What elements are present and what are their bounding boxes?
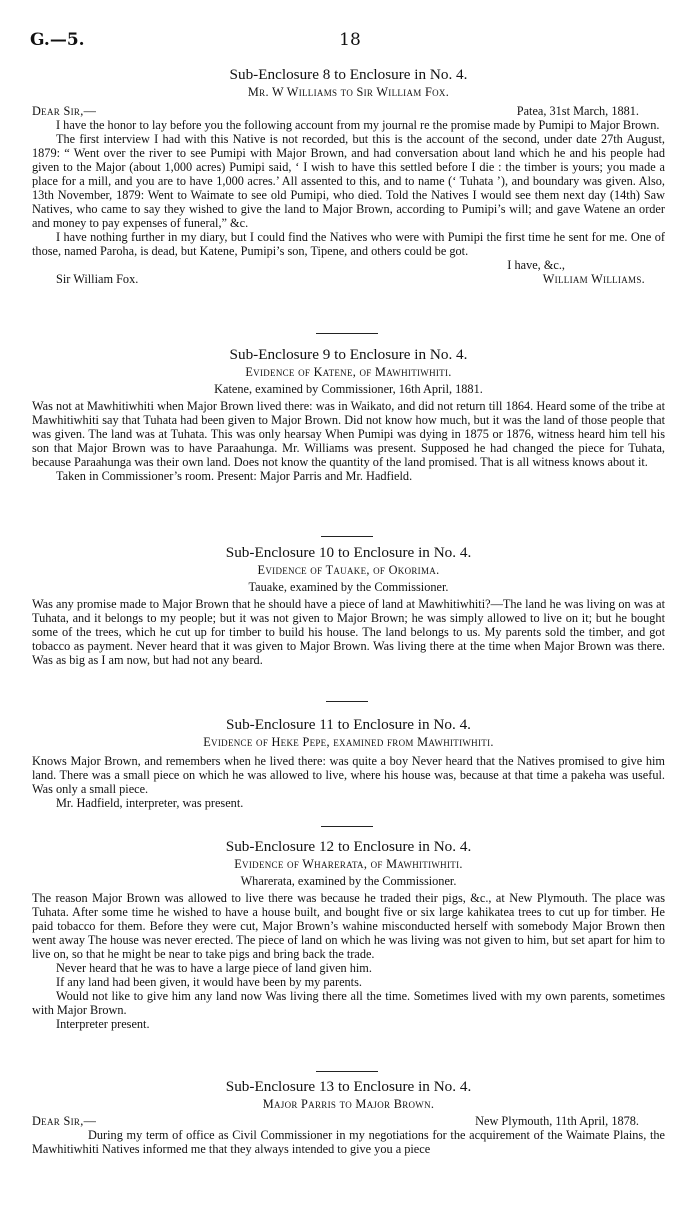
section-subtitle: Evidence of Heke Pepe, examined from Mawhitiwhiti.: [203, 735, 494, 749]
section-title: Sub-Enclosure 10 to Enclosure in No. 4.: [225, 544, 472, 561]
signature-row: [32, 272, 665, 286]
document-reference: G.—5.: [30, 30, 85, 50]
section-title: Sub-Enclosure 11 to Enclosure in No. 4.: [226, 716, 471, 733]
paragraph: The reason Major Brown was allowed to live there was because he traded their pigs, &c., at New Plymouth. The place was Tuhata. After some time he wished to have a house built, and bought five or six large kahikatea trees to cut up for timber. He paid tobacco for them. Before they were cut, Major Brown’s wahine misconducted herself with somebody Major Brown then went away The house was never erected. The piece of land on which he was living was not given to him, but set apart for him to live on, so that he might be near to take pigs and bring back the trade.: [32, 891, 665, 961]
signature: William Williams.: [542, 272, 645, 286]
sub-enclosure-9: [32, 346, 665, 483]
section-divider: [321, 536, 373, 537]
paragraph: Would not like to give him any land now Was living there all the time. Sometimes lived with my own parents, sometimes with Major Brown.: [32, 989, 665, 1017]
paragraph: Mr. Hadfield, interpreter, was present.: [56, 796, 244, 810]
section-title: Sub-Enclosure 13 to Enclosure in No. 4.: [225, 1078, 472, 1095]
paragraph: Interpreter present.: [56, 1017, 150, 1031]
paragraph: If any land had been given, it would have been by my parents.: [56, 975, 362, 989]
paragraph: Was any promise made to Major Brown that he should have a piece of land at Mawhitiwhiti?—The land he was living on was at Tuhata, and it belongs to my people; but it was not given to Major Brown; he was simply allowed to live on it; but he bought some of the trees, which he cut up for timber to build his house. The land belongs to us. My parents sold the timber, and got tobacco as payment. Never heard that it was given to Major Brown. Was living there at the time when Major Brown was there. Was as big as I am now, but had not any beard.: [32, 597, 665, 667]
paragraph: Taken in Commissioner’s room. Present: Major Parris and Mr. Hadfield.: [56, 469, 413, 483]
section-subtitle: Evidence of Tauake, of Okorima.: [257, 563, 440, 577]
section-subtitle: Evidence of Wharerata, of Mawhitiwhiti.: [234, 857, 463, 871]
section-divider: [316, 333, 378, 334]
examination-line: Wharerata, examined by the Commissioner.: [240, 874, 457, 888]
section-subtitle: Evidence of Katene, of Mawhitiwhiti.: [245, 365, 452, 379]
page-number: 18: [339, 30, 361, 50]
section-subtitle: Major Parris to Major Brown.: [262, 1097, 435, 1111]
paragraph: Knows Major Brown, and remembers when he lived there: was quite a boy Never heard that the Natives promised to give him land. There was a small piece on which he was allowed to live, where his house was, because at that time a pakeha was useful. Was only a small piece.: [32, 754, 665, 796]
salutation: Dear Sir,—: [32, 1114, 97, 1128]
paragraph: Never heard that he was to have a large piece of land given him.: [56, 961, 372, 975]
sub-enclosure-13: [32, 1078, 665, 1156]
section-divider: [321, 826, 373, 827]
section-title: Sub-Enclosure 12 to Enclosure in No. 4.: [225, 838, 472, 855]
sub-enclosure-10: [32, 544, 665, 667]
section-divider: [316, 1071, 378, 1072]
sub-enclosure-12: [32, 838, 665, 1031]
place-date: Patea, 31st March, 1881.: [516, 104, 639, 118]
salutation-row: [32, 1114, 665, 1128]
closing: I have, &c.,: [507, 258, 565, 272]
paragraph: The first interview I had with this Native is not recorded, but this is the account of the second, under date 27th August, 1879: “ Went over the river to see Pumipi with Major Brown, and had conversation about land which he and his people had given to the Major (about 1,000 acres) Pumipi said, ‘ I wish to have this settled before I die : the timber is yours; you made a place for a mill, and you are to have 1,000 acres.’ All assented to this, and to name (‘ Tuhata ’), and boundary was given. Also, 13th November, 1879: Went to Waimate to see old Pumipi, who died. Told the Natives I would see them next day (14th) Saw Natives, who came to say they wished to give the land to Major Brown, according to Pumipi’s will; and gave Watene an order and money to pay expenses of funeral,” &c.: [32, 132, 665, 230]
examination-line: Katene, examined by Commissioner, 16th April, 1881.: [214, 382, 483, 396]
addressee: Sir William Fox.: [56, 272, 139, 286]
paragraph: I have the honor to lay before you the following account from my journal re the promise made by Pumipi to Major Brown.: [56, 118, 660, 132]
salutation-row: [32, 104, 665, 118]
section-title: Sub-Enclosure 8 to Enclosure in No. 4.: [229, 66, 468, 83]
paragraph: During my term of office as Civil Commissioner in my negotiations for the acquirement of the Waimate Plains, the Mawhitiwhiti Natives informed me that they always intended to give you a piece: [32, 1128, 665, 1156]
section-divider: [326, 701, 368, 702]
place-date: New Plymouth, 11th April, 1878.: [475, 1114, 639, 1128]
paragraph: Was not at Mawhitiwhiti when Major Brown lived there: was in Waikato, and did not return till 1864. Heard some of the tribe at Mawhitiwhiti say that Tuhata had been given to Major Brown. Did not know how much, but it was the land of those people that was given. The land was at Tuhata. This was only hearsay When Pumipi was dying in 1875 or 1876, witness heard him tell his son that Major Brown was to have Paraahunga. Mr. Williams was present. Supposed he had changed the piece for Tuhata, because Paraahunga was their own land. Does not know the quantity of the land promised. That is all witness knows about it.: [32, 399, 665, 469]
section-subtitle: Mr. W Williams to Sir William Fox.: [247, 85, 450, 99]
sub-enclosure-8: [32, 66, 665, 286]
section-title: Sub-Enclosure 9 to Enclosure in No. 4.: [229, 346, 468, 363]
salutation: Dear Sir,—: [32, 104, 97, 118]
examination-line: Tauake, examined by the Commissioner.: [248, 580, 449, 594]
sub-enclosure-11: [32, 716, 665, 810]
paragraph: I have nothing further in my diary, but I could find the Natives who were with Pumipi the first time he sent for me. One of those, named Paroha, is dead, but Katene, Pumipi’s son, Tipene, and others could be got.: [32, 230, 665, 258]
